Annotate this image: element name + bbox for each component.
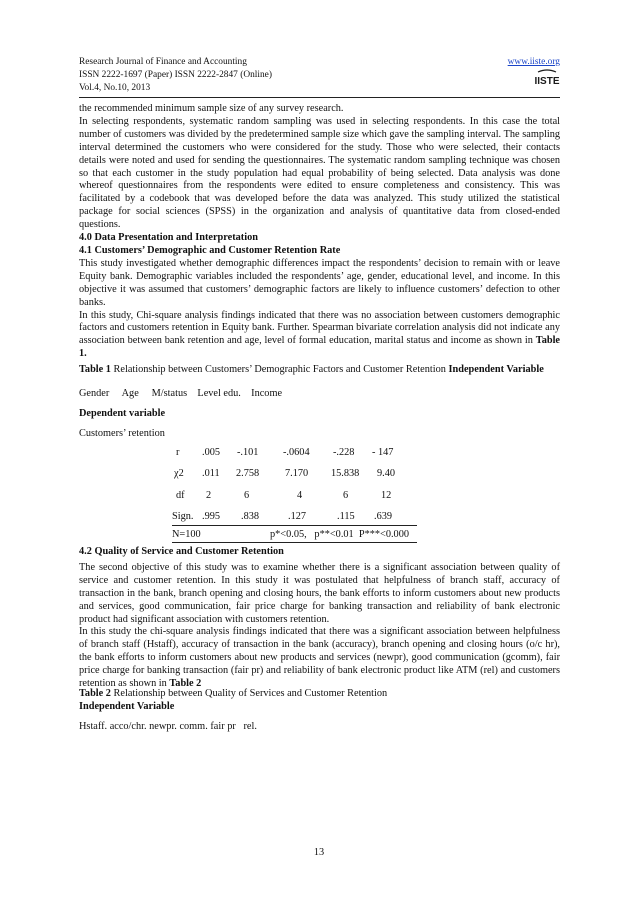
journal-volume: Vol.4, No.10, 2013 [79,83,151,93]
table1-ref: Table 1. [79,335,560,360]
table1-cell: 6 [244,490,250,501]
paragraph-sampling: In selecting respondents, systematic random sampling was used in selecting respondents. In this case the total number of customers was divided by the predetermined sample size which gave the sampling interval. The sampling interval determined the customers who were considered for the study. Those who were selected, their contacts details were noted and used for sending the questionnaires. The systematic random sampling technique was chosen so that each customer in the study population had equal probability of being selected. Data analysis was done whereof questionnaires from the respondents were edited to ensure completeness and consistency. This was facilitated by a codebook that was developed before the data was analyzed. This study utilized the statistical package for social sciences (SPSS) in the organization and analysis of quantitative data from closed-ended questions. [79,115,560,231]
table1-dependent-heading: Dependent variable [79,408,166,419]
table2-independent-heading: Independent Variable [79,701,175,712]
table1-cell: - 147 [372,447,394,458]
table1-cell: 6 [343,490,349,501]
paragraph-sample-size: the recommended minimum sample size of any survey research. [79,103,344,114]
table1-cell: .005 [202,447,221,458]
table1-cell: 15.838 [331,468,360,479]
table1-row-label: χ2 [174,468,184,479]
table2-columns: Hstaff. acco/chr. newpr. comm. fair pr rel. [79,721,257,732]
table2-caption [79,688,387,701]
paragraph-service-quality: The second objective of this study was to examine whether there is a significant association between quality of service and customer retention. In this study it was postulated that helpfulness of branch staff, accuracy of transaction in the bank, branch opening and closing hours, the bank efforts to inform customers about new products and services, good communication, fair price charge for banking transaction and reliability of bank electronic product had significant association with customers retention. [79,561,560,625]
heading-4-0: 4.0 Data Presentation and Interpretation [79,232,258,244]
table1-independent-vars: Gender Age M/status Level edu. Income [79,388,283,399]
paragraph-service-findings-text: In this study the chi-square analysis findings indicated that there was a significant association between helpfulness of branch staff (Hstaff), accuracy of transaction in the bank (accuracy), branch opening and closing hours (o/c hr), the bank efforts to inform customers about new products and services (newpr), good communication (gcomm), fair price charge for banking transaction (fair pr) and reliability of bank electronic product like ATM (rel) and customers retention as shown in [79,626,560,690]
table1-cell: .639 [374,511,393,522]
table1-n: N=100 [172,529,201,540]
table1-cell: .011 [202,468,220,479]
table1-cell: 12 [381,490,392,501]
table1-caption-label: Table 1 [79,364,111,375]
table1-cell: .838 [241,511,260,522]
page-number: 13 [313,847,325,858]
header-rule [79,97,560,98]
paragraph-chi-square-text: In this study, Chi-square analysis findings indicated that there was no association between customers demographic factors and customers retention in Equity bank. Further. Spearman bivariate correlation analysis did not indicate any association between bank retention and age, level of formal education, marital status and income as shown in [79,309,560,347]
table1-cell: .995 [202,511,221,522]
paragraph-demographics: This study investigated whether demographic differences impact the respondents’ decision to remain with or leave Equity bank. Demographic variables included the respondents’ age, gender, educational level, and income. In this objective it was assumed that customers’ demographic factors are likely to influence customers’ defection to other banks. [79,257,560,308]
table1-row-label: df [176,490,185,501]
body-section-4-2 [79,546,560,691]
journal-issn: ISSN 2222-1697 (Paper) ISSN 2222-2847 (Online) [79,70,272,80]
table1-dependent-var: Customers’ retention [79,428,165,439]
iiste-logo [536,69,558,89]
table2-caption-text: Relationship between Quality of Services and Customer Retention [110,688,388,699]
table1-caption-tail: Independent Variable [448,364,544,375]
journal-title: Research Journal of Finance and Accounting [79,57,247,67]
table1-significance-note: p*<0.05, p**<0.01 P***<0.000 [270,529,409,540]
paragraph-chi-square [79,310,560,362]
table2-caption-label: Table 2 [79,688,111,699]
table1-cell: 9.40 [377,468,396,479]
table1-row-label: r [176,447,180,458]
table2-ref: Table 2 [169,678,202,690]
journal-url-link[interactable]: www.iiste.org [507,57,560,67]
table1-cell: .127 [288,511,307,522]
body-top [79,103,560,361]
table1-cell: -.0604 [283,447,310,458]
logo-text: IISTE [534,76,560,87]
table1-cell: 4 [297,490,303,501]
table1-cell: 2.758 [236,468,260,479]
table1-caption-text: Relationship between Customers’ Demographic Factors and Customer Retention [110,364,449,375]
table1-bottom-rule [172,542,417,543]
table1-cell: -.228 [333,447,355,458]
table1-cell: .115 [337,511,355,522]
paragraph-service-findings [79,626,560,691]
table1-cell: 2 [206,490,212,501]
table1-cell: -.101 [237,447,259,458]
heading-4-2: 4.2 Quality of Service and Customer Retention [79,546,284,557]
heading-4-1: 4.1 Customers’ Demographic and Customer Retention Rate [79,244,341,256]
table1-rule [172,525,417,526]
table1-row-label: Sign. [172,511,194,522]
table1-cell: 7.170 [285,468,309,479]
table1-caption [79,364,560,377]
